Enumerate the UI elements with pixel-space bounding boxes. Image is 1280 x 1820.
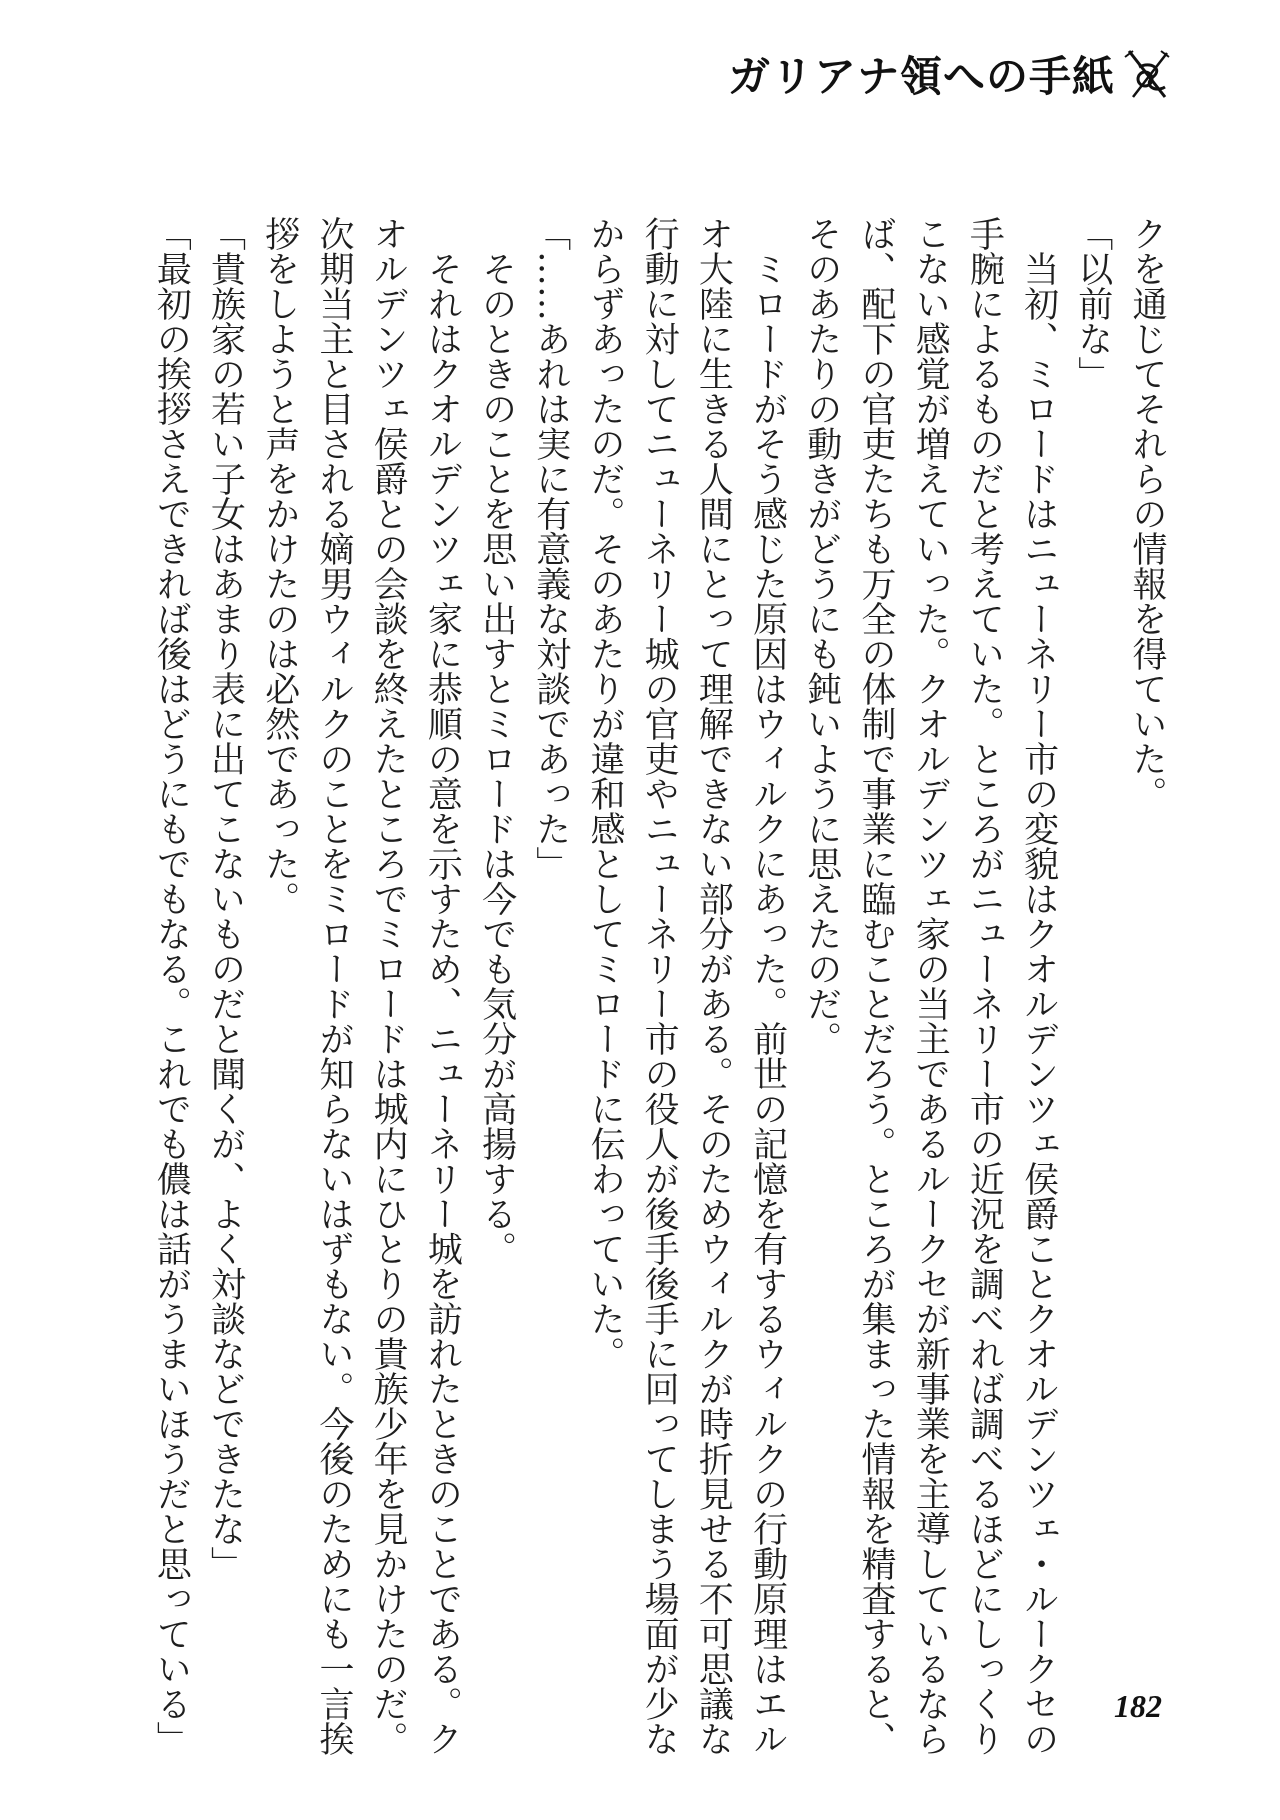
text-column: 「以前な」 <box>1072 216 1113 391</box>
running-header <box>728 46 1175 102</box>
text-column: 行動に対してニューネリー城の官吏やニューネリー市の役人が後手後手に回ってしまう場面が少な <box>639 216 680 1756</box>
text-column: 当初、ミロードはニューネリー市の変貌はクオルデンツェ侯爵ことクオルデンツェ・ルークセの <box>1018 251 1059 1756</box>
chapter-title: ガリアナ領への手紙 <box>728 52 1116 101</box>
text-column: ミロードがそう感じた原因はウィルクにあった。前世の記憶を有するウィルクの行動原理はエル <box>747 251 788 1756</box>
text-column: からずあったのだ。そのあたりが違和感としてミロードに伝わっていた。 <box>584 216 625 1371</box>
text-column: そのときのことを思い出すとミロードは今でも気分が高揚する。 <box>476 251 517 1266</box>
text-column: こない感覚が増えていった。クオルデンツェ家の当主であるルークセが新事業を主導しているなら <box>910 216 951 1756</box>
text-column: 次期当主と目される嫡男ウィルクのことをミロードが知らないはずもない。今後のためにも一言挨 <box>313 216 354 1756</box>
text-column: 手腕によるものだと考えていた。ところがニューネリー市の近況を調べれば調べるほどにしっくり <box>964 216 1005 1756</box>
text-column: ば、配下の官吏たちも万全の体制で事業に臨むことだろう。ところが集まった情報を精査すると、 <box>855 216 896 1756</box>
text-column: それはクオルデンツェ家に恭順の意を示すため、ニューネリー城を訪れたときのことである。ク <box>422 251 463 1756</box>
text-column: 「……あれは実に有意義な対談であった」 <box>530 216 571 881</box>
page-number: 182 <box>1114 1688 1162 1724</box>
text-column: そのあたりの動きがどうにも鈍いように思えたのだ。 <box>801 216 842 1056</box>
text-column: 「最初の挨拶さえできれば後はどうにもでもなる。これでも儂は話がうまいほうだと思っている」 <box>151 216 192 1756</box>
crossed-sword-ornament-icon <box>1121 47 1175 101</box>
text-column: クを通じてそれらの情報を得ていた。 <box>1127 216 1167 811</box>
text-column: 拶をしようと声をかけたのは必然であった。 <box>259 216 300 916</box>
text-column: オ大陸に生きる人間にとって理解できない部分がある。そのためウィルクが時折見せる不可思議な <box>693 216 734 1756</box>
text-column: オルデンツェ侯爵との会談を終えたところでミロードは城内にひとりの貴族少年を見かけたのだ。 <box>368 216 409 1756</box>
text-column: 「貴族家の若い子女はあまり表に出てこないものだと聞くが、よく対談などできたな」 <box>205 216 246 1581</box>
